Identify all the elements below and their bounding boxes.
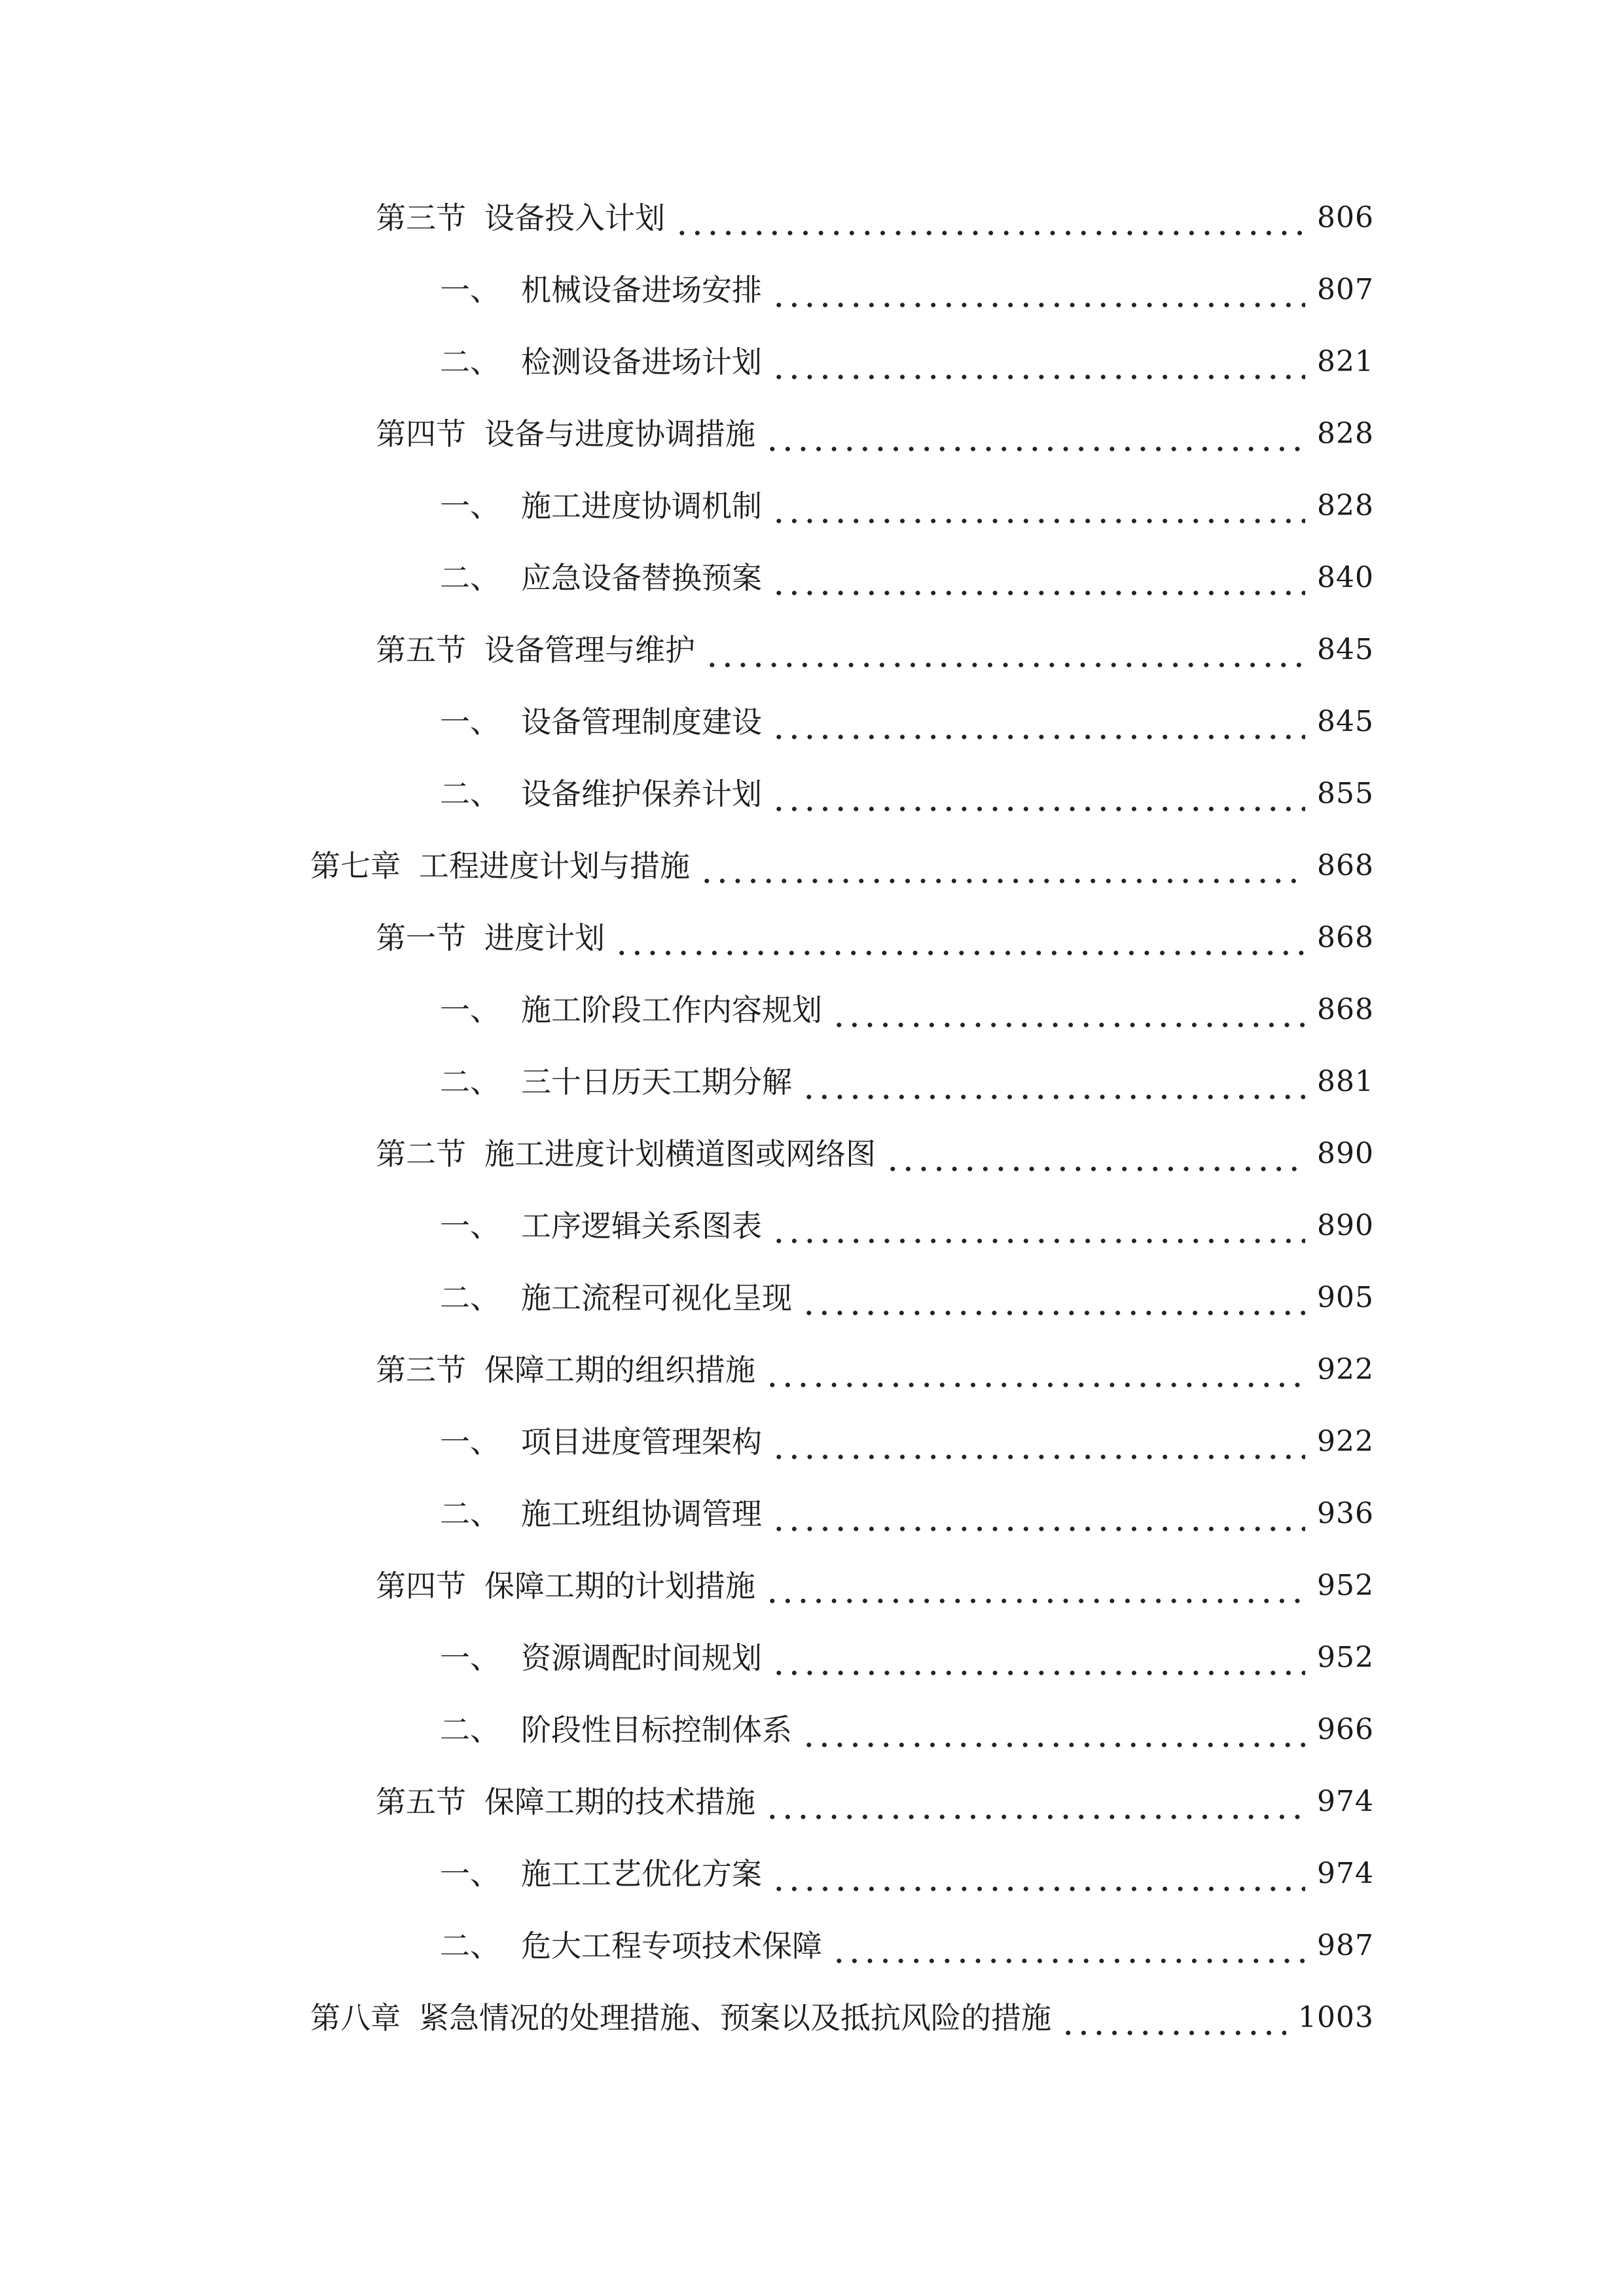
toc-entry-page-number: 845 <box>1317 705 1374 738</box>
toc-entry-title: 设备管理制度建设 <box>521 704 762 740</box>
toc-entry-prefix: 第二节 <box>376 1136 466 1172</box>
toc-entry-title: 保障工期的技术措施 <box>484 1784 755 1820</box>
toc-entry-subsection[interactable] <box>440 1056 1374 1108</box>
toc-entry-section[interactable] <box>376 912 1374 964</box>
toc-entry-title: 三十日历天工期分解 <box>521 1064 792 1100</box>
dot-leader <box>771 1416 1305 1468</box>
toc-entry-prefix: 二、 <box>440 1280 500 1316</box>
toc-entry-title: 施工进度协调机制 <box>521 488 762 524</box>
toc-entry-section[interactable] <box>376 1776 1374 1828</box>
toc-entry-page-number: 987 <box>1317 1929 1374 1962</box>
dot-leader <box>831 1920 1305 1972</box>
toc-entry-prefix: 第一节 <box>376 920 466 956</box>
toc-entry-prefix: 二、 <box>440 1064 500 1100</box>
toc-entry-prefix: 第四节 <box>376 1568 466 1604</box>
toc-entry-subsection[interactable] <box>440 1200 1374 1252</box>
toc-entry-section[interactable] <box>376 192 1374 244</box>
toc-entry-title: 危大工程专项技术保障 <box>521 1928 822 1964</box>
dot-leader <box>765 408 1305 460</box>
toc-entry-title: 设备维护保养计划 <box>521 776 762 812</box>
dot-leader <box>771 480 1305 532</box>
toc-entry-page-number: 905 <box>1317 1281 1374 1314</box>
toc-entry-page-number: 855 <box>1317 777 1374 810</box>
toc-entry-page-number: 821 <box>1317 345 1374 378</box>
dot-leader <box>771 552 1305 604</box>
toc-entry-title: 检测设备进场计划 <box>521 344 762 380</box>
dot-leader <box>771 264 1305 316</box>
toc-entry-chapter[interactable] <box>310 840 1374 892</box>
toc-entry-subsection[interactable] <box>440 552 1374 604</box>
toc-entry-prefix: 第五节 <box>376 632 466 668</box>
toc-entry-title: 保障工期的计划措施 <box>484 1568 755 1604</box>
toc-entry-prefix: 二、 <box>440 776 500 812</box>
dot-leader <box>674 192 1305 244</box>
toc-entry-page-number: 806 <box>1317 201 1374 234</box>
toc-entry-page-number: 807 <box>1317 273 1374 306</box>
toc-entry-title: 施工工艺优化方案 <box>521 1856 762 1892</box>
toc-entry-section[interactable] <box>376 1560 1374 1612</box>
toc-entry-title: 应急设备替换预案 <box>521 560 762 596</box>
toc-entry-page-number: 966 <box>1317 1713 1374 1746</box>
toc-entry-subsection[interactable] <box>440 768 1374 820</box>
toc-entry-page-number: 922 <box>1317 1353 1374 1386</box>
toc-entry-subsection[interactable] <box>440 1848 1374 1900</box>
toc-entry-subsection[interactable] <box>440 1416 1374 1468</box>
toc-entry-title: 进度计划 <box>484 920 605 956</box>
toc-entry-prefix: 一、 <box>440 1640 500 1676</box>
toc-entry-title: 项目进度管理架构 <box>521 1424 762 1460</box>
toc-entry-prefix: 一、 <box>440 1208 500 1244</box>
toc-entry-title: 保障工期的组织措施 <box>484 1352 755 1388</box>
toc-entry-page-number: 868 <box>1317 849 1374 882</box>
toc-entry-prefix: 一、 <box>440 1856 500 1892</box>
toc-entry-section[interactable] <box>376 408 1374 460</box>
toc-entry-page-number: 868 <box>1317 921 1374 954</box>
toc-entry-page-number: 974 <box>1317 1857 1374 1890</box>
toc-entry-title: 紧急情况的处理措施、预案以及抵抗风险的措施 <box>419 2000 1051 2036</box>
toc-entry-prefix: 一、 <box>440 272 500 308</box>
toc-entry-subsection[interactable] <box>440 264 1374 316</box>
toc-entry-prefix: 二、 <box>440 1928 500 1964</box>
toc-entry-title: 工程进度计划与措施 <box>419 848 690 884</box>
toc-entry-page-number: 936 <box>1317 1497 1374 1530</box>
toc-entry-prefix: 第三节 <box>376 1352 466 1388</box>
dot-leader <box>771 768 1305 820</box>
toc-entry-page-number: 845 <box>1317 633 1374 666</box>
toc-entry-title: 施工班组协调管理 <box>521 1496 762 1532</box>
dot-leader <box>704 624 1305 676</box>
toc-entry-title: 阶段性目标控制体系 <box>521 1712 792 1748</box>
toc-entry-page-number: 890 <box>1317 1209 1374 1242</box>
toc-entry-prefix: 第八章 <box>310 2000 401 2036</box>
dot-leader <box>771 336 1305 388</box>
toc-entry-page-number: 952 <box>1317 1641 1374 1674</box>
dot-leader <box>801 1272 1305 1324</box>
toc-entry-page-number: 840 <box>1317 561 1374 594</box>
toc-entry-prefix: 第七章 <box>310 848 401 884</box>
toc-entry-page-number: 828 <box>1317 417 1374 450</box>
toc-entry-title: 资源调配时间规划 <box>521 1640 762 1676</box>
toc-entry-prefix: 二、 <box>440 1496 500 1532</box>
dot-leader <box>771 696 1305 748</box>
toc-entry-title: 工序逻辑关系图表 <box>521 1208 762 1244</box>
toc-entry-subsection[interactable] <box>440 696 1374 748</box>
dot-leader <box>699 840 1305 892</box>
dot-leader <box>885 1128 1305 1180</box>
toc-entry-section[interactable] <box>376 1344 1374 1396</box>
toc-entry-prefix: 第五节 <box>376 1784 466 1820</box>
dot-leader <box>831 984 1305 1036</box>
dot-leader <box>765 1344 1305 1396</box>
toc-entry-prefix: 一、 <box>440 1424 500 1460</box>
toc-entry-chapter[interactable] <box>310 1992 1374 2044</box>
toc-entry-page-number: 890 <box>1317 1137 1374 1170</box>
toc-entry-title: 设备投入计划 <box>484 200 665 236</box>
toc-entry-prefix: 第四节 <box>376 416 466 452</box>
toc-entry-page-number: 868 <box>1317 993 1374 1026</box>
toc-entry-section[interactable] <box>376 624 1374 676</box>
dot-leader <box>765 1776 1305 1828</box>
toc-entry-title: 机械设备进场安排 <box>521 272 762 308</box>
toc-entry-subsection[interactable] <box>440 984 1374 1036</box>
toc-entry-title: 施工流程可视化呈现 <box>521 1280 792 1316</box>
toc-entry-subsection[interactable] <box>440 336 1374 388</box>
toc-entry-prefix: 二、 <box>440 344 500 380</box>
toc-entry-page-number: 974 <box>1317 1785 1374 1818</box>
toc-entry-prefix: 一、 <box>440 488 500 524</box>
toc-entry-page-number: 1003 <box>1298 2001 1374 2034</box>
toc-entry-title: 设备与进度协调措施 <box>484 416 755 452</box>
dot-leader <box>771 1200 1305 1252</box>
dot-leader <box>1060 1992 1286 2044</box>
toc-entry-subsection[interactable] <box>440 480 1374 532</box>
toc-entry-title: 设备管理与维护 <box>484 632 695 668</box>
toc-entry-subsection[interactable] <box>440 1632 1374 1684</box>
toc-entry-page-number: 881 <box>1317 1065 1374 1098</box>
toc-entry-title: 施工进度计划横道图或网络图 <box>484 1136 876 1172</box>
dot-leader <box>614 912 1305 964</box>
toc-entry-subsection[interactable] <box>440 1920 1374 1972</box>
toc-entry-section[interactable] <box>376 1128 1374 1180</box>
toc-entry-title: 施工阶段工作内容规划 <box>521 992 822 1028</box>
toc-entry-prefix: 二、 <box>440 1712 500 1748</box>
dot-leader <box>771 1632 1305 1684</box>
toc-entry-page-number: 828 <box>1317 489 1374 522</box>
toc-entry-page-number: 952 <box>1317 1569 1374 1602</box>
toc-entry-page-number: 922 <box>1317 1425 1374 1458</box>
dot-leader <box>801 1704 1305 1756</box>
dot-leader <box>765 1560 1305 1612</box>
toc-entry-prefix: 一、 <box>440 992 500 1028</box>
dot-leader <box>801 1056 1305 1108</box>
toc-entry-subsection[interactable] <box>440 1704 1374 1756</box>
toc-entry-prefix: 一、 <box>440 704 500 740</box>
toc-entry-subsection[interactable] <box>440 1272 1374 1324</box>
toc-entry-prefix: 第三节 <box>376 200 466 236</box>
dot-leader <box>771 1848 1305 1900</box>
dot-leader <box>771 1488 1305 1540</box>
toc-entry-prefix: 二、 <box>440 560 500 596</box>
toc-entry-subsection[interactable] <box>440 1488 1374 1540</box>
